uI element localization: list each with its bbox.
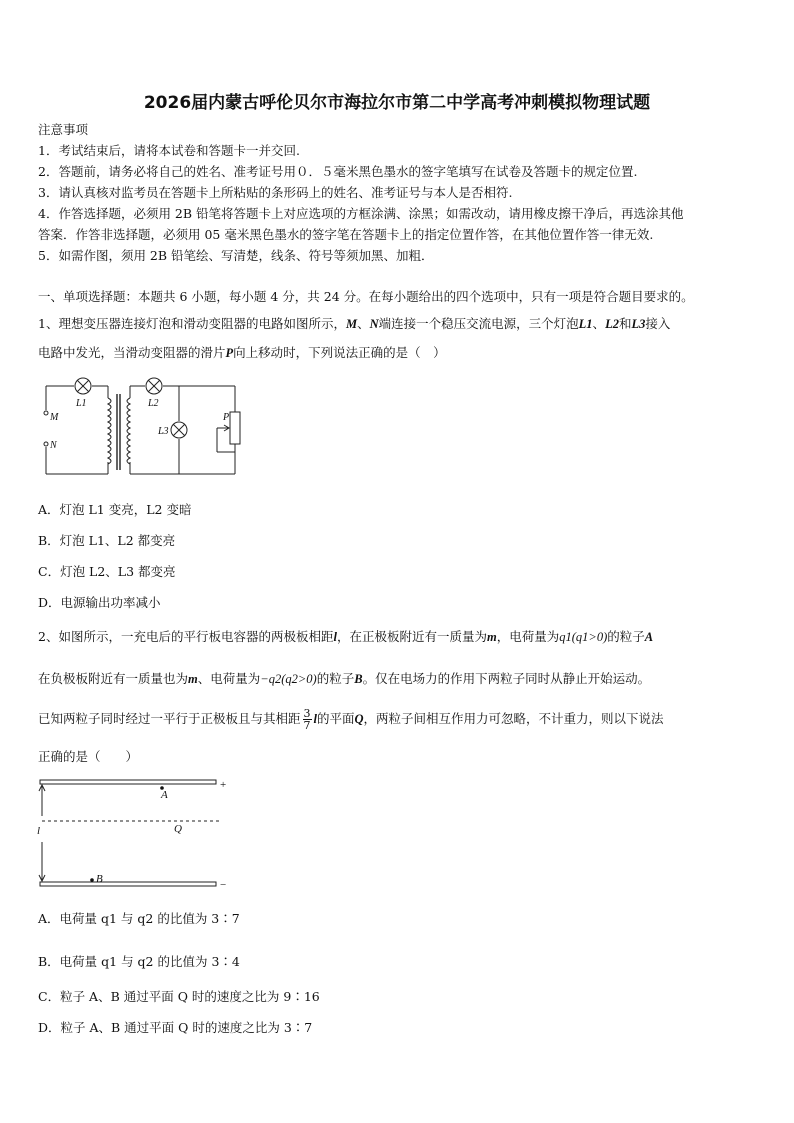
- q1-stem-line2: 电路中发光，当滑动变阻器的滑片P向上移动时，下列说法正确的是（ ）: [38, 345, 446, 360]
- terminal-n: [44, 442, 48, 446]
- q1-circuit-diagram: [36, 376, 246, 480]
- note-item: 答案．作答非选择题，必须用 05 毫米黑色墨水的签字笔在答题卡上的指定位置作答，在其他位置作答一律无效.: [38, 227, 654, 242]
- primary-coil: [108, 398, 111, 464]
- q2-stem-line1: 2、如图所示，一充电后的平行板电容器的两极板相距l，在正极板附近有一质量为m，电荷量为q1(q1>0)的粒子A: [38, 629, 654, 644]
- terminal-m: [44, 411, 48, 415]
- q2-stem-line3: 已知两粒子同时经过一平行于正极板且与其相距 $\frac{3}{7}$ l的平面Q，两粒子间相互作用力可忽略，不计重力，则以下说法: [38, 707, 664, 732]
- label-q: Q: [174, 823, 182, 835]
- minus-sign: −: [220, 879, 227, 891]
- secondary-coil: [127, 398, 130, 464]
- q2-option-a[interactable]: A．电荷量 q1 与 q2 的比值为 3∶7: [38, 911, 240, 926]
- note-item: 3．请认真核对监考员在答题卡上所粘贴的条形码上的姓名、准考证号与本人是否相符.: [38, 185, 513, 200]
- page-title: 2026届内蒙古呼伦贝尔市海拉尔市第二中学高考冲刺模拟物理试题: [143, 93, 651, 113]
- particle-b-dot: [90, 878, 94, 882]
- q2-option-d[interactable]: D．粒子 A、B 通过平面 Q 时的速度之比为 3∶7: [38, 1020, 313, 1035]
- rheostat-symbol: [230, 412, 240, 444]
- q2-option-c[interactable]: C．粒子 A、B 通过平面 Q 时的速度之比为 9∶16: [38, 989, 320, 1004]
- q2-option-b[interactable]: B．电荷量 q1 与 q2 的比值为 3∶4: [38, 954, 240, 969]
- note-item: 2．答题前，请务必将自己的姓名、准考证号用０．５毫米黑色墨水的签字笔填写在试卷及答题卡的规定位置.: [38, 164, 638, 179]
- label-b: B: [96, 873, 103, 885]
- note-item: 5．如需作图，须用 2B 铅笔绘、写清楚，线条、符号等须加黑、加粗．: [38, 248, 434, 263]
- q1-option-b[interactable]: B．灯泡 L1、L2 都变亮: [38, 533, 176, 548]
- q2-stem-line4: 正确的是（ ）: [38, 749, 139, 764]
- label-p: P: [223, 412, 230, 423]
- note-item: 1．考试结束后，请将本试卷和答题卡一并交回.: [38, 143, 300, 158]
- notes-heading: 注意事项: [38, 122, 89, 137]
- section-heading: 一、单项选择题：本题共 6 小题，每小题 4 分，共 24 分。在每小题给出的四个选项中，只有一项是符合题目要求的。: [38, 289, 694, 304]
- q1-option-c[interactable]: C．灯泡 L2、L3 都变亮: [38, 564, 176, 579]
- label-l: l: [37, 825, 41, 837]
- label-n: N: [50, 440, 57, 451]
- label-l1: L1: [76, 398, 87, 409]
- negative-plate: [40, 882, 216, 886]
- note-item: 4．作答选择题，必须用 2B 铅笔将答题卡上对应选项的方框涂满、涂黑；如需改动，请用橡皮擦干净后，再选涂其他: [38, 206, 684, 221]
- label-a: A: [161, 789, 168, 801]
- q2-capacitor-diagram: [34, 774, 230, 894]
- fraction-3-7: $\frac{3}{7}$: [303, 707, 311, 732]
- q1-stem-line1: 1、理想变压器连接灯泡和滑动变阻器的电路如图所示，M、N端连接一个稳压交流电源，三个灯泡L1、L2和L3接入: [38, 316, 671, 331]
- q2-stem-line2: 在负极板附近有一质量也为m、电荷量为−q2(q2>0)的粒子B。仅在电场力的作用下两粒子同时从静止开始运动。: [38, 671, 651, 686]
- label-m: M: [50, 412, 59, 423]
- plus-sign: +: [220, 779, 227, 791]
- positive-plate: [40, 780, 216, 784]
- q1-option-d[interactable]: D．电源输出功率减小: [38, 595, 161, 610]
- label-l2: L2: [148, 398, 159, 409]
- q1-option-a[interactable]: A．灯泡 L1 变亮，L2 变暗: [38, 502, 192, 517]
- label-l3: L3: [158, 426, 169, 437]
